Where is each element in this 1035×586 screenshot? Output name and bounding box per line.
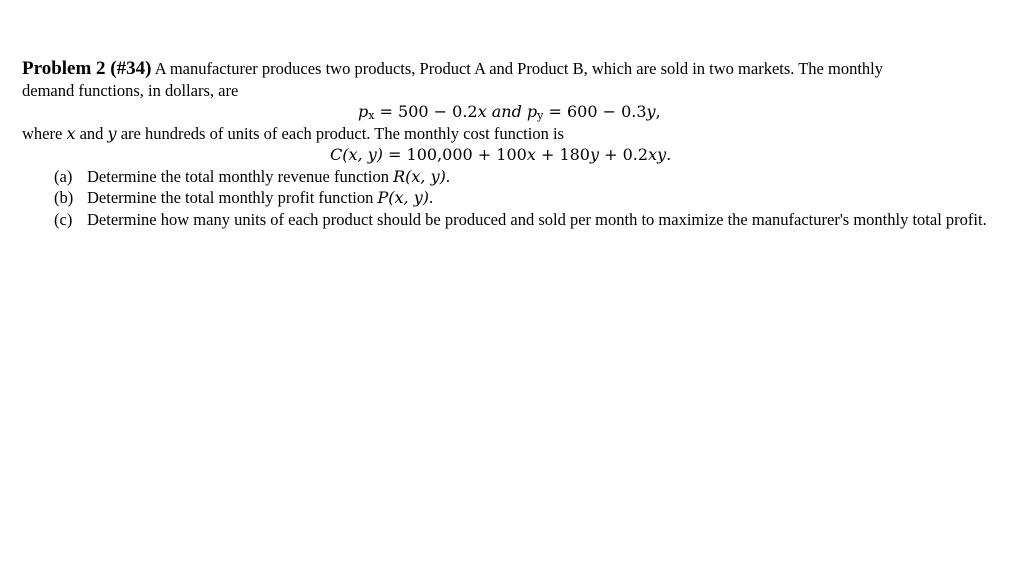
py-var: y	[646, 102, 656, 121]
part-b	[22, 187, 1012, 209]
where-and: and	[75, 123, 108, 143]
problem-text	[22, 58, 1012, 230]
part-c	[22, 209, 1012, 231]
part-b-tail: .	[429, 188, 434, 207]
py-rhs: = 600 − 0.3	[543, 102, 647, 121]
cost-var-x: x	[526, 145, 536, 164]
cost-lhs: C	[330, 145, 343, 164]
demand-equation	[358, 101, 661, 123]
part-c-text: Determine how many units of each product should be produced and sold per month to maximize the manufacturer's monthly total profit.	[87, 209, 987, 229]
where-y: y	[107, 123, 117, 143]
where-rest: are hundreds of units of each product. The monthly cost function is	[116, 123, 564, 143]
px-symbol: p	[358, 102, 369, 121]
px-rhs: = 500 − 0.2	[374, 102, 478, 121]
problem-intro-text-1: A manufacturer produces two products, Product A and Product B, which are sold in two markets. The monthly	[154, 59, 883, 78]
cost-var-xy: xy	[648, 145, 667, 164]
demand-equation-row	[22, 101, 1012, 123]
part-a-text: Determine the total monthly revenue function	[87, 166, 394, 186]
cost-rhs-3: + 0.2	[599, 145, 649, 164]
part-b-label: (b)	[54, 188, 74, 207]
problem-intro-line-1	[22, 58, 1012, 80]
cost-equation-row	[22, 144, 1012, 166]
cost-equation	[330, 144, 671, 166]
where-x: x	[66, 123, 76, 143]
part-a-tail: .	[445, 166, 450, 186]
demand-tail: ,	[655, 102, 661, 121]
problem-heading: Problem 2 (#34)	[22, 58, 152, 79]
part-b-math: P(x, y)	[377, 188, 429, 207]
part-a	[22, 166, 1012, 188]
cost-rhs-1: = 100,000 + 100	[382, 145, 527, 164]
where-line	[22, 123, 1012, 145]
cost-var-y: y	[589, 145, 600, 164]
cost-args: (x, y)	[342, 145, 383, 164]
py-subscript: y	[537, 109, 544, 122]
problem-parts-list	[22, 166, 1012, 231]
px-var: x	[477, 102, 487, 121]
part-a-label: (a)	[54, 166, 73, 186]
part-a-math: R(x, y)	[393, 166, 446, 186]
cost-tail: .	[666, 145, 672, 164]
py-symbol: p	[526, 102, 538, 121]
part-c-label: (c)	[54, 209, 73, 229]
part-b-text: Determine the total monthly profit function	[87, 188, 378, 207]
cost-rhs-2: + 180	[535, 145, 590, 164]
demand-conjunction: and	[486, 102, 527, 121]
problem-intro-line-2: demand functions, in dollars, are	[22, 80, 239, 100]
where-prefix: where	[22, 123, 67, 143]
px-subscript: x	[368, 109, 375, 122]
